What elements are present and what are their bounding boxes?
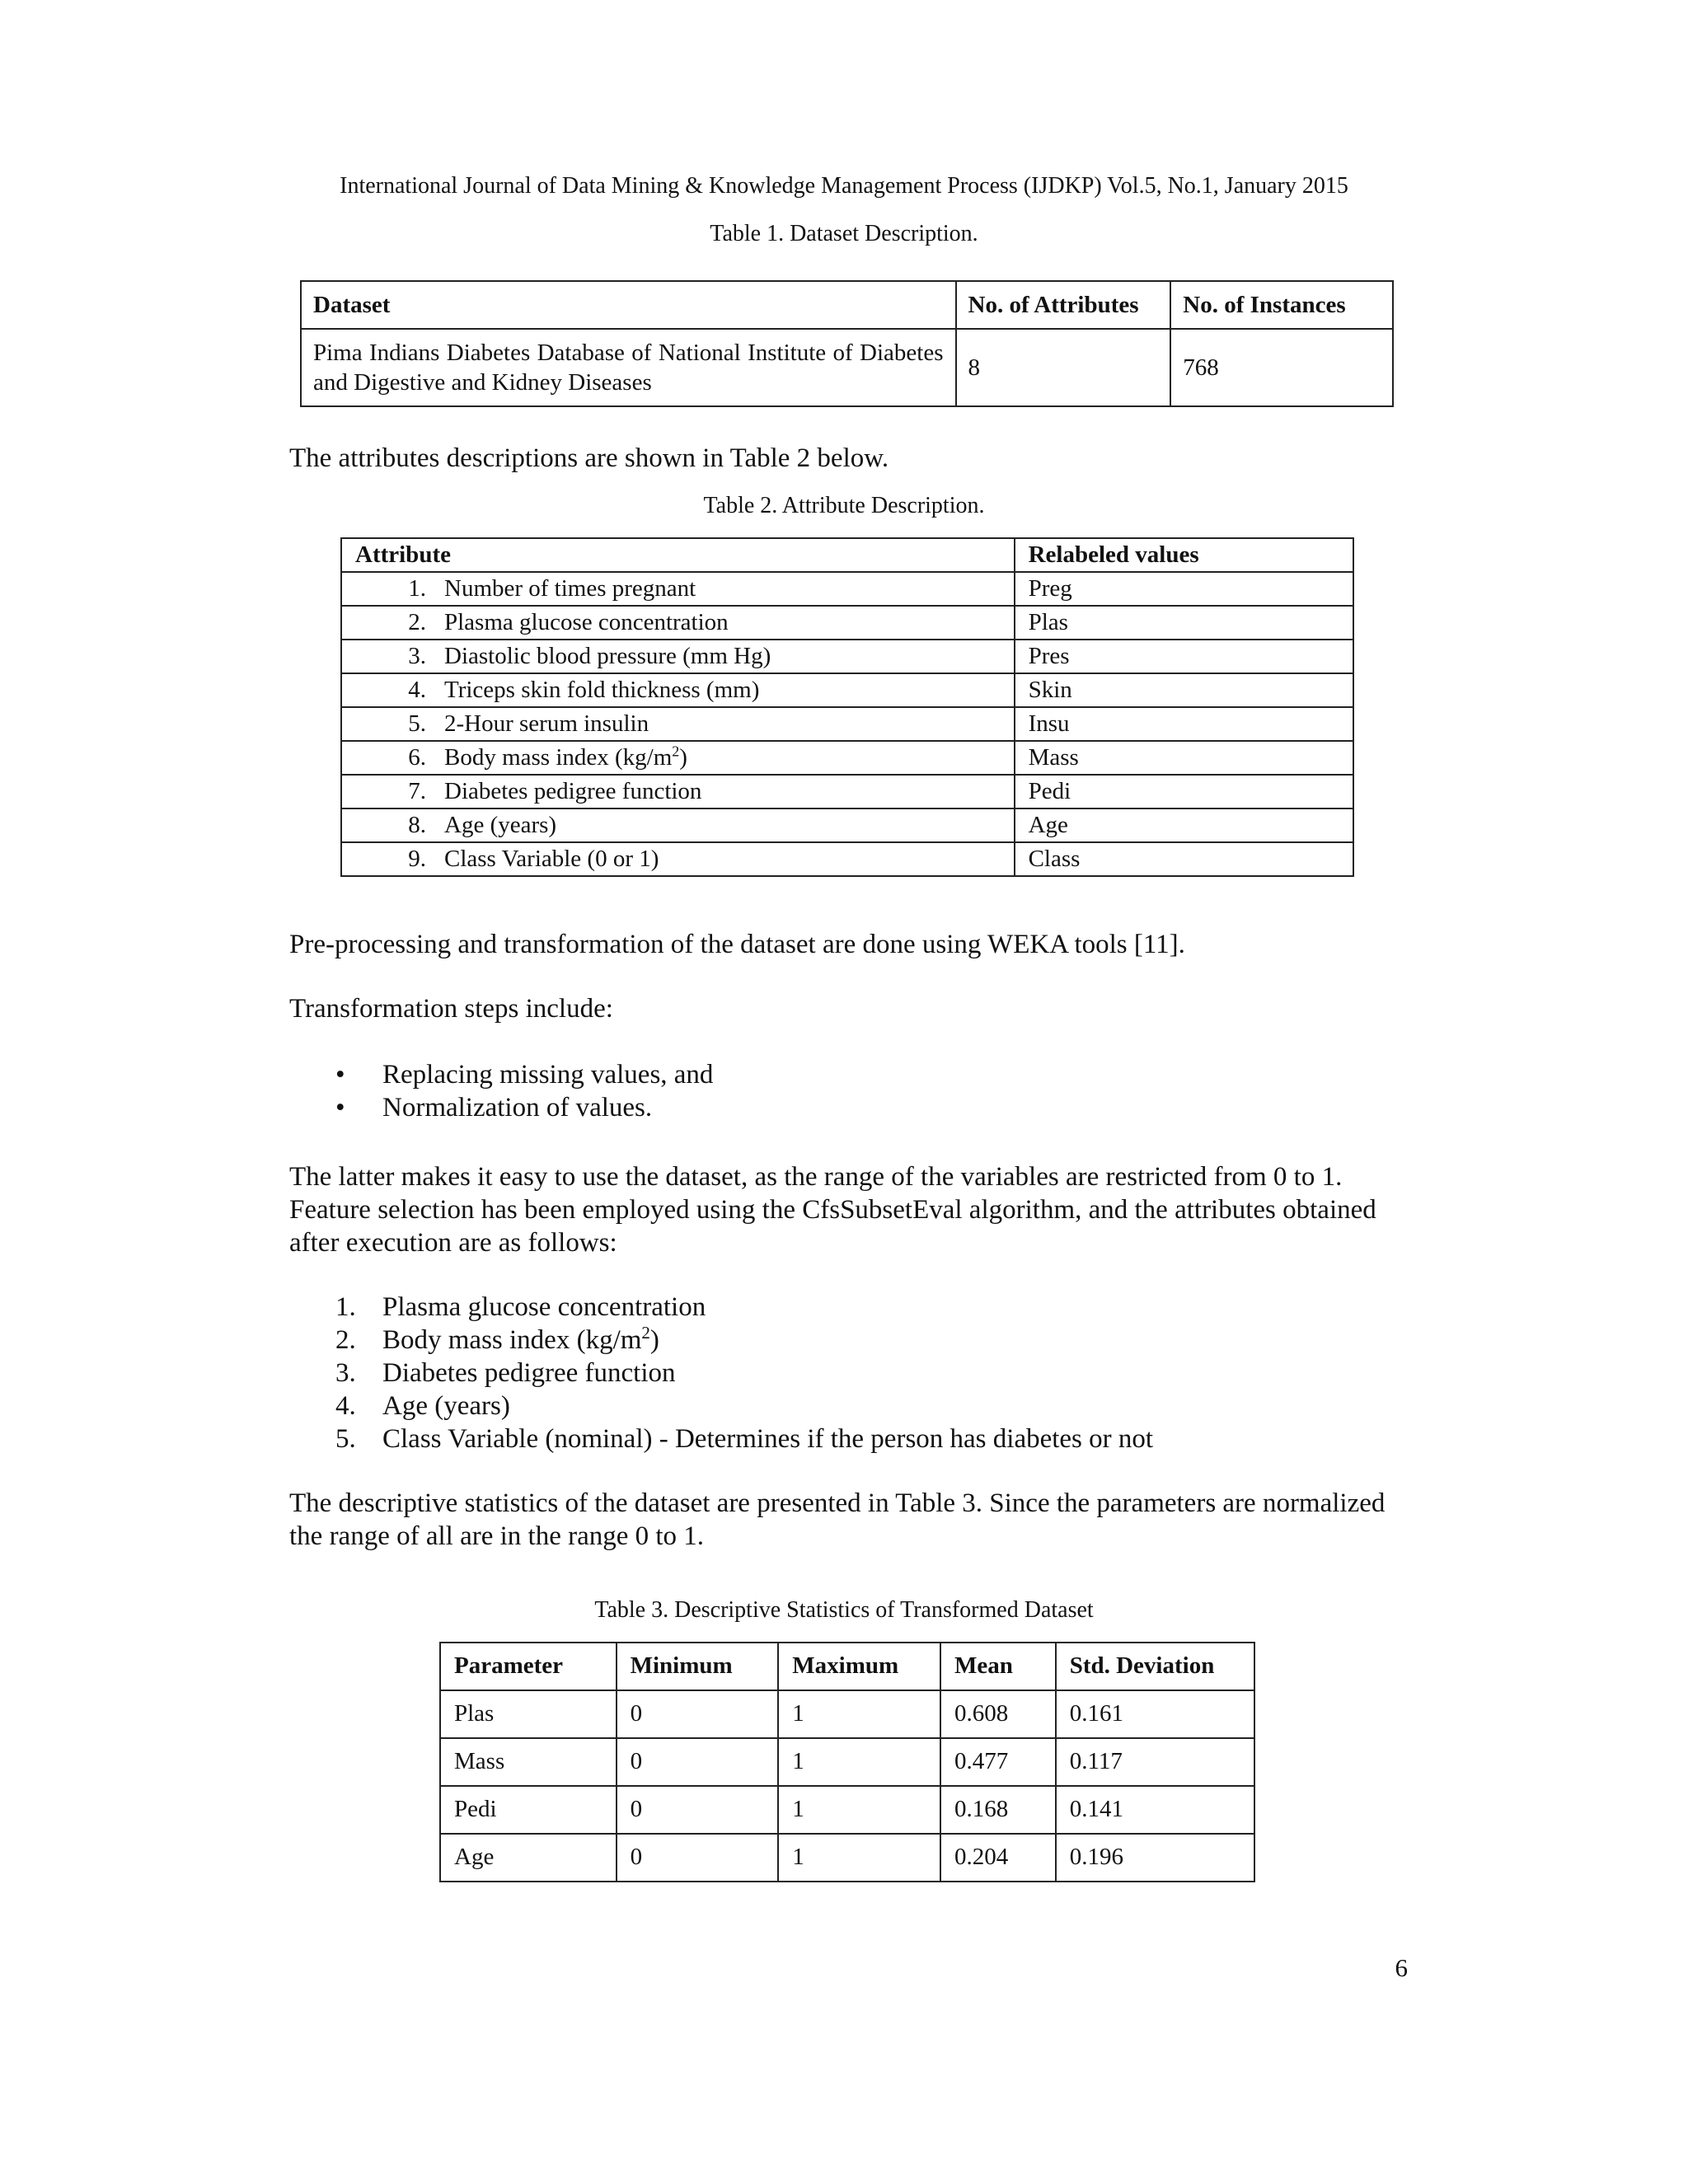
bullet-icon: • <box>335 1093 345 1122</box>
table-row <box>341 741 1353 775</box>
column-header: Attribute <box>341 538 1015 572</box>
table-row <box>341 572 1353 606</box>
attribute-cell: 5. 2-Hour serum insulin <box>341 707 1015 741</box>
paragraph-attributes-intro: The attributes descriptions are shown in Table 2 below. <box>289 443 889 473</box>
table-cell: 1 <box>778 1786 940 1834</box>
running-head: International Journal of Data Mining & Knowledge Management Process (IJDKP) Vol.5, No.1, January 2015 <box>340 173 1348 199</box>
bullet-icon: • <box>335 1060 345 1090</box>
list-item: • Replacing missing values, and <box>335 1060 714 1090</box>
list-item: • Normalization of values. <box>335 1093 653 1122</box>
table-cell: 1 <box>778 1690 940 1738</box>
descriptive-statistics-table <box>439 1642 1255 1882</box>
attribute-description-table <box>340 537 1354 877</box>
table-row <box>341 606 1353 640</box>
table-row <box>440 1690 1254 1738</box>
relabeled-value-cell: Pedi <box>1015 775 1353 808</box>
superscript: 2 <box>672 743 680 760</box>
transformation-bullet-list <box>289 1058 1402 1124</box>
table-cell: 1 <box>778 1738 940 1786</box>
dataset-description-table <box>300 280 1394 407</box>
superscript: 2 <box>641 1323 650 1343</box>
page-number: 6 <box>1395 1953 1408 1982</box>
list-item: 2. Body mass index $(kg/m^2)$ <box>335 1323 659 1355</box>
attribute-cell: 1. Number of times pregnant <box>341 572 1015 606</box>
column-header: No. of Attributes <box>956 281 1171 329</box>
column-header: Mean <box>940 1643 1056 1690</box>
attribute-cell: 2. Plasma glucose concentration <box>341 606 1015 640</box>
paragraph-preprocessing: Pre-processing and transformation of the dataset are done using WEKA tools [11]. <box>289 930 1185 959</box>
column-header: Maximum <box>778 1643 940 1690</box>
table-row <box>440 1786 1254 1834</box>
table-cell: Mass <box>440 1738 617 1786</box>
table-header-row <box>341 538 1353 572</box>
table-cell: 1 <box>778 1834 940 1882</box>
table-cell: Pedi <box>440 1786 617 1834</box>
list-item: 3. Diabetes pedigree function <box>335 1358 676 1388</box>
relabeled-value-cell: Age <box>1015 808 1353 842</box>
table-row <box>440 1834 1254 1882</box>
table-cell: 0.477 <box>940 1738 1056 1786</box>
table-header-row <box>440 1643 1254 1690</box>
table-row <box>341 808 1353 842</box>
table1-caption: Table 1. Dataset Description. <box>710 221 978 246</box>
table3-caption: Table 3. Descriptive Statistics of Transformed Dataset <box>594 1597 1094 1623</box>
attribute-cell: 3. Diastolic blood pressure (mm Hg) <box>341 640 1015 673</box>
attribute-cell: 9. Class Variable (0 or 1) <box>341 842 1015 876</box>
table-row <box>341 707 1353 741</box>
paragraph-feature-selection: The latter makes it easy to use the dataset, as the range of the variables are restricted from 0 to 1. Feature selection has been employed using the CfsSubsetEval algorithm, and the attributes obtained after execution are as follows: <box>289 1162 1376 1258</box>
table-cell: 0.196 <box>1056 1834 1254 1882</box>
relabeled-value-cell: Preg <box>1015 572 1353 606</box>
table-row <box>440 1738 1254 1786</box>
table-cell: Plas <box>440 1690 617 1738</box>
list-item: 5. Class Variable (nominal) - Determines if the person has diabetes or not <box>335 1424 1154 1454</box>
table-row <box>341 673 1353 707</box>
attributes-count-cell: 8 <box>956 329 1171 406</box>
column-header: No. of Instances <box>1170 281 1393 329</box>
table-cell: 0 <box>617 1738 779 1786</box>
table-cell: 0 <box>617 1690 779 1738</box>
relabeled-value-cell: Plas <box>1015 606 1353 640</box>
selected-attributes-list <box>289 1291 1402 1455</box>
relabeled-value-cell: Pres <box>1015 640 1353 673</box>
list-item: 4. Age (years) <box>335 1391 510 1421</box>
table-cell: Age <box>440 1834 617 1882</box>
table-cell: 0.141 <box>1056 1786 1254 1834</box>
relabeled-value-cell: Skin <box>1015 673 1353 707</box>
column-header: Minimum <box>617 1643 779 1690</box>
paragraph-descriptive-stats: The descriptive statistics of the dataset are presented in Table 3. Since the parameters are normalized the range of all are in the range 0 to 1. <box>289 1488 1386 1551</box>
relabeled-value-cell: Insu <box>1015 707 1353 741</box>
list-item: 1. Plasma glucose concentration <box>335 1292 706 1322</box>
attribute-cell: 4. Triceps skin fold thickness (mm) <box>341 673 1015 707</box>
attribute-cell: 7. Diabetes pedigree function <box>341 775 1015 808</box>
table2-caption: Table 2. Attribute Description. <box>703 493 985 518</box>
instances-count-cell: 768 <box>1170 329 1393 406</box>
paragraph-transformation-steps: Transformation steps include: <box>289 994 613 1024</box>
relabeled-value-cell: Class <box>1015 842 1353 876</box>
table-row <box>341 842 1353 876</box>
table-cell: 0.161 <box>1056 1690 1254 1738</box>
column-header: Dataset <box>301 281 956 329</box>
table-cell: 0 <box>617 1786 779 1834</box>
relabeled-value-cell: Mass <box>1015 741 1353 775</box>
table-cell: 0.168 <box>940 1786 1056 1834</box>
table-row <box>341 640 1353 673</box>
column-header: Parameter <box>440 1643 617 1690</box>
attribute-cell: 8. Age (years) <box>341 808 1015 842</box>
table-row <box>301 329 1393 406</box>
attribute-cell: 6. Body mass index $(kg/m^2)$ <box>341 741 1015 775</box>
column-header: Relabeled values <box>1015 538 1353 572</box>
table-row <box>341 775 1353 808</box>
table-header-row <box>301 281 1393 329</box>
column-header: Std. Deviation <box>1056 1643 1254 1690</box>
table-cell: 0.117 <box>1056 1738 1254 1786</box>
table-cell: 0.204 <box>940 1834 1056 1882</box>
table-cell: 0 <box>617 1834 779 1882</box>
table-cell: 0.608 <box>940 1690 1056 1738</box>
dataset-name-cell: Pima Indians Diabetes Database of National Institute of Diabetes and Digestive and Kidney Diseases <box>301 329 956 406</box>
